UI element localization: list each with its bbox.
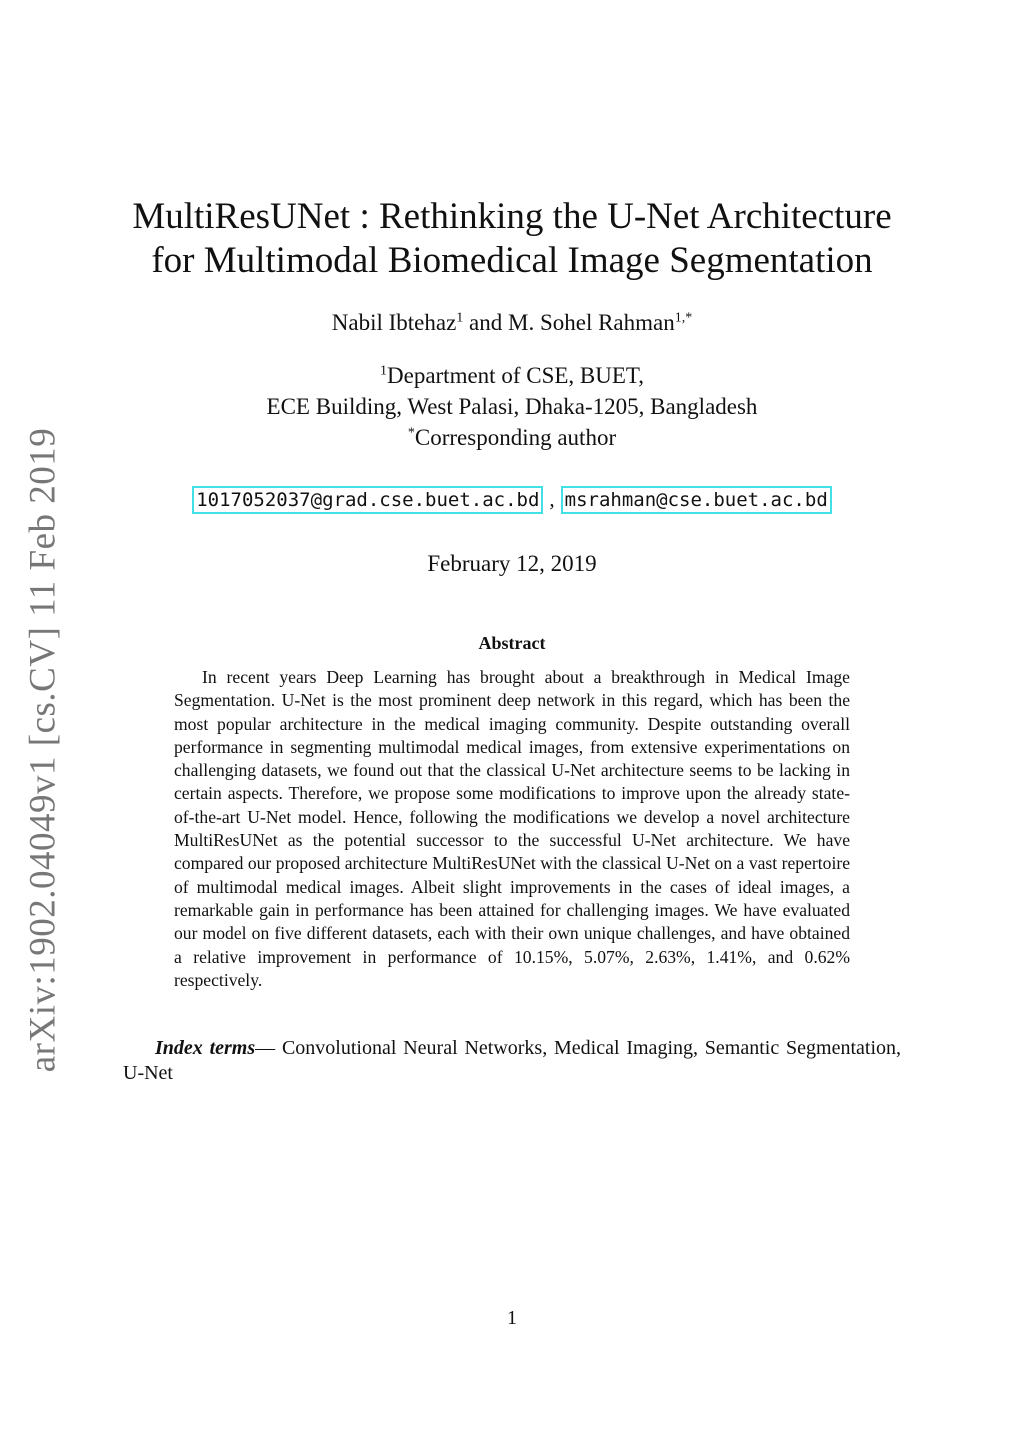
arxiv-identifier: arXiv:1902.04049v1 [cs.CV] 11 Feb 2019 <box>22 427 64 1073</box>
email-separator: , <box>549 487 555 511</box>
affiliation-block <box>100 360 924 453</box>
author-1-affiliation-mark: 1 <box>456 310 464 326</box>
author-2-affiliation-mark: 1,* <box>674 310 693 326</box>
title-line-1: MultiResUNet : Rethinking the U-Net Architecture <box>132 196 892 237</box>
author-1-name: Nabil Ibtehaz <box>331 310 457 335</box>
email-link-author-1[interactable]: 1017052037@grad.cse.buet.ac.bd <box>192 486 543 514</box>
author-2-name: M. Sohel Rahman <box>508 310 675 335</box>
author-conjunction: and <box>463 310 508 335</box>
page-number: 1 <box>507 1307 517 1329</box>
affiliation-department-line <box>100 360 924 391</box>
corresponding-mark: * <box>407 425 415 441</box>
affiliation-address: ECE Building, West Palasi, Dhaka-1205, Bangladesh <box>266 394 758 419</box>
email-block <box>100 484 924 515</box>
abstract-text: In recent years Deep Learning has brought about a breakthrough in Medical Image Segmentation. U-Net is the most prominent deep network in this regard, which has been the most popular architecture in the medical imaging community. Despite outstanding overall performance in segmenting multimodal medical images, from extensive experimentations on challenging datasets, we found out that the classical U-Net architecture seems to be lacking in certain aspects. Therefore, we propose some modifications to improve upon the already state-of-the-art U-Net model. Hence, following the modifications we develop a novel architecture MultiResUNet as the potential successor to the successful U-Net architecture. We have compared our proposed architecture MultiResUNet with the classical U-Net on a vast repertoire of multimodal medical images. Albeit slight improvements in the cases of ideal images, a remarkable gain in performance has been attained for challenging images. We have evaluated our model on five different datasets, each with their own unique challenges, and have obtained a relative improvement in performance of 10.15%, 5.07%, 2.63%, 1.41%, and 0.62% respectively. <box>174 667 850 990</box>
abstract-heading: Abstract <box>478 633 546 653</box>
affiliation-department: Department of CSE, BUET, <box>387 363 644 388</box>
corresponding-author-line <box>100 422 924 453</box>
affiliation-mark: 1 <box>380 363 387 379</box>
author-list <box>100 308 924 338</box>
publication-date: February 12, 2019 <box>427 551 597 576</box>
index-terms-label: Index terms <box>155 1037 256 1059</box>
corresponding-author-note: Corresponding author <box>414 425 617 450</box>
index-terms-text: Convolutional Neural Networks, Medical Imaging, Semantic Segmentation, U-Net <box>123 1037 902 1084</box>
email-link-author-2[interactable]: msrahman@cse.buet.ac.bd <box>561 486 832 514</box>
paper-title <box>100 195 924 283</box>
index-terms <box>123 1036 901 1086</box>
index-terms-dash: — <box>255 1037 282 1059</box>
title-line-2: for Multimodal Biomedical Image Segmentation <box>151 240 873 281</box>
